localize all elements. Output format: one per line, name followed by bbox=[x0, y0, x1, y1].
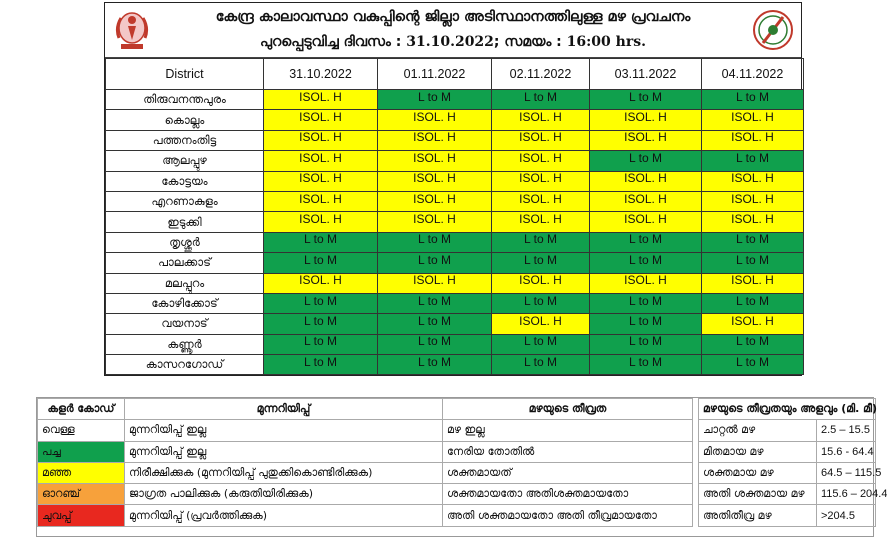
district-row bbox=[106, 212, 804, 232]
district-row bbox=[106, 171, 804, 191]
rain-range: 115.6 – 204.4 bbox=[817, 484, 876, 505]
forecast-value: ISOL. H bbox=[413, 110, 456, 125]
forecast-value: ISOL. H bbox=[731, 313, 774, 328]
forecast-cell bbox=[264, 232, 378, 252]
forecast-value: L to M bbox=[629, 150, 662, 165]
forecast-cell bbox=[378, 171, 492, 191]
forecast-value: L to M bbox=[418, 89, 451, 104]
district-row bbox=[106, 314, 804, 334]
forecast-value: L to M bbox=[524, 354, 557, 369]
color-code-header: കളർ കോഡ് bbox=[38, 399, 125, 420]
forecast-value: L to M bbox=[418, 252, 451, 267]
district-name: ഇടുക്കി bbox=[106, 212, 264, 232]
forecast-value: ISOL. H bbox=[413, 150, 456, 165]
intensity-text: ശക്തമായതോ അതിശക്തമായതോ bbox=[443, 484, 693, 505]
forecast-value: L to M bbox=[304, 252, 337, 267]
forecast-cell bbox=[492, 253, 590, 273]
forecast-cell bbox=[702, 273, 804, 293]
legend-row bbox=[38, 420, 876, 441]
forecast-value: ISOL. H bbox=[413, 273, 456, 288]
color-name-swatch: പച്ച bbox=[38, 441, 125, 462]
legend-row bbox=[38, 441, 876, 462]
district-row bbox=[106, 191, 804, 211]
forecast-value: ISOL. H bbox=[519, 130, 562, 145]
district-name: കോഴിക്കോട് bbox=[106, 293, 264, 313]
forecast-cell bbox=[492, 151, 590, 171]
forecast-value: L to M bbox=[524, 232, 557, 247]
forecast-value: L to M bbox=[736, 232, 769, 247]
forecast-cell bbox=[492, 334, 590, 354]
forecast-value: L to M bbox=[629, 293, 662, 308]
forecast-value: ISOL. H bbox=[299, 191, 342, 206]
district-row bbox=[106, 151, 804, 171]
forecast-value: ISOL. H bbox=[731, 130, 774, 145]
forecast-value: L to M bbox=[418, 313, 451, 328]
forecast-cell bbox=[264, 314, 378, 334]
forecast-value: ISOL. H bbox=[624, 273, 667, 288]
forecast-cell bbox=[590, 110, 702, 130]
legend-row bbox=[38, 462, 876, 483]
forecast-cell bbox=[590, 355, 702, 375]
forecast-value: ISOL. H bbox=[624, 130, 667, 145]
forecast-value: ISOL. H bbox=[299, 171, 342, 186]
forecast-value: ISOL. H bbox=[731, 191, 774, 206]
kerala-emblem-icon bbox=[111, 8, 153, 52]
forecast-cell bbox=[378, 355, 492, 375]
rain-category: അതി ശക്തമായ മഴ bbox=[699, 484, 817, 505]
forecast-value: L to M bbox=[736, 252, 769, 267]
date-column-header: 03.11.2022 bbox=[590, 59, 702, 90]
date-column-header: 31.10.2022 bbox=[264, 59, 378, 90]
forecast-value: ISOL. H bbox=[299, 212, 342, 227]
color-name-swatch: ഓറഞ്ച് bbox=[38, 484, 125, 505]
district-row bbox=[106, 253, 804, 273]
district-name: പത്തനംതിട്ട bbox=[106, 130, 264, 150]
forecast-cell bbox=[702, 110, 804, 130]
forecast-cell bbox=[264, 191, 378, 211]
forecast-value: L to M bbox=[524, 89, 557, 104]
forecast-value: ISOL. H bbox=[299, 130, 342, 145]
forecast-value: ISOL. H bbox=[299, 89, 342, 104]
issue-time-label: ; സമയം : bbox=[493, 34, 567, 50]
forecast-cell bbox=[378, 314, 492, 334]
district-name: കാസറഗോഡ് bbox=[106, 355, 264, 375]
forecast-cell bbox=[492, 355, 590, 375]
district-name: മലപ്പുറം bbox=[106, 273, 264, 293]
forecast-value: ISOL. H bbox=[519, 273, 562, 288]
forecast-cell bbox=[590, 212, 702, 232]
district-name: തിരുവനന്തപുരം bbox=[106, 90, 264, 110]
forecast-cell bbox=[702, 130, 804, 150]
forecast-cell bbox=[492, 314, 590, 334]
intensity-text: അതി ശക്തമായതോ അതി തീവ്രമായതോ bbox=[443, 505, 693, 526]
forecast-cell bbox=[264, 253, 378, 273]
forecast-value: ISOL. H bbox=[519, 313, 562, 328]
forecast-cell bbox=[378, 293, 492, 313]
rain-range: >204.5 bbox=[817, 505, 876, 526]
forecast-cell bbox=[378, 334, 492, 354]
forecast-cell bbox=[590, 273, 702, 293]
date-column-header: 01.11.2022 bbox=[378, 59, 492, 90]
forecast-cell bbox=[702, 212, 804, 232]
forecast-value: ISOL. H bbox=[731, 212, 774, 227]
district-row bbox=[106, 355, 804, 375]
warning-header: മുന്നറിയിപ്പ് bbox=[125, 399, 443, 420]
imd-logo-icon bbox=[751, 7, 795, 53]
color-name-swatch: മഞ്ഞ bbox=[38, 462, 125, 483]
forecast-cell bbox=[590, 130, 702, 150]
forecast-cell bbox=[590, 90, 702, 110]
intensity-text: മഴ ഇല്ല bbox=[443, 420, 693, 441]
forecast-cell bbox=[492, 191, 590, 211]
forecast-value: L to M bbox=[304, 354, 337, 369]
forecast-value: ISOL. H bbox=[624, 110, 667, 125]
district-name: എറണാകുളം bbox=[106, 191, 264, 211]
forecast-value: ISOL. H bbox=[413, 212, 456, 227]
district-name: തൃശ്ശൂർ bbox=[106, 232, 264, 252]
forecast-cell bbox=[590, 334, 702, 354]
forecast-panel bbox=[104, 2, 802, 376]
forecast-value: L to M bbox=[629, 89, 662, 104]
forecast-value: L to M bbox=[304, 293, 337, 308]
forecast-cell bbox=[378, 232, 492, 252]
forecast-cell bbox=[702, 253, 804, 273]
intensity-amount-header: മഴയുടെ തീവ്രതയും അളവും (മി. മീ) bbox=[699, 399, 876, 420]
forecast-cell bbox=[590, 253, 702, 273]
legend-table bbox=[37, 398, 887, 527]
forecast-cell bbox=[378, 130, 492, 150]
forecast-cell bbox=[702, 355, 804, 375]
forecast-cell bbox=[378, 90, 492, 110]
forecast-value: ISOL. H bbox=[731, 273, 774, 288]
warning-text: മുന്നറിയിപ്പ് (പ്രവർത്തിക്കുക) bbox=[125, 505, 443, 526]
forecast-header-row bbox=[106, 59, 804, 90]
forecast-value: ISOL. H bbox=[519, 150, 562, 165]
forecast-value: L to M bbox=[736, 89, 769, 104]
forecast-cell bbox=[492, 171, 590, 191]
date-column-header: 04.11.2022 bbox=[702, 59, 804, 90]
forecast-cell bbox=[492, 273, 590, 293]
district-name: വയനാട് bbox=[106, 314, 264, 334]
forecast-cell bbox=[264, 355, 378, 375]
forecast-cell bbox=[264, 293, 378, 313]
forecast-cell bbox=[492, 212, 590, 232]
forecast-value: L to M bbox=[524, 252, 557, 267]
forecast-value: ISOL. H bbox=[519, 171, 562, 186]
color-name-swatch: ചുവപ്പ് bbox=[38, 505, 125, 526]
forecast-rows bbox=[106, 90, 804, 375]
forecast-cell bbox=[264, 334, 378, 354]
issue-date-label: പുറപ്പെടുവിച്ച ദിവസം : bbox=[260, 34, 407, 50]
district-row bbox=[106, 110, 804, 130]
forecast-cell bbox=[590, 171, 702, 191]
forecast-cell bbox=[378, 273, 492, 293]
forecast-cell bbox=[264, 212, 378, 232]
legend-header-row bbox=[38, 399, 876, 420]
forecast-header bbox=[105, 3, 801, 58]
forecast-value: L to M bbox=[524, 293, 557, 308]
legend-row bbox=[38, 484, 876, 505]
forecast-value: ISOL. H bbox=[624, 171, 667, 186]
district-name: കോട്ടയം bbox=[106, 171, 264, 191]
color-name-swatch: വെള്ള bbox=[38, 420, 125, 441]
forecast-cell bbox=[264, 171, 378, 191]
forecast-value: ISOL. H bbox=[299, 150, 342, 165]
forecast-cell bbox=[264, 151, 378, 171]
forecast-cell bbox=[702, 90, 804, 110]
district-row bbox=[106, 90, 804, 110]
district-name: ആലപ്പുഴ bbox=[106, 151, 264, 171]
forecast-cell bbox=[492, 232, 590, 252]
forecast-value: L to M bbox=[629, 313, 662, 328]
forecast-value: ISOL. H bbox=[299, 110, 342, 125]
forecast-value: ISOL. H bbox=[624, 212, 667, 227]
forecast-value: ISOL. H bbox=[413, 130, 456, 145]
district-row bbox=[106, 273, 804, 293]
rain-category: മിതമായ മഴ bbox=[699, 441, 817, 462]
issue-date: 31.10.2022 bbox=[406, 34, 494, 50]
rain-category: അതിതീവ്ര മഴ bbox=[699, 505, 817, 526]
forecast-cell bbox=[492, 130, 590, 150]
forecast-value: L to M bbox=[629, 252, 662, 267]
forecast-value: ISOL. H bbox=[519, 212, 562, 227]
district-name: പാലക്കാട് bbox=[106, 253, 264, 273]
forecast-cell bbox=[264, 90, 378, 110]
forecast-value: L to M bbox=[304, 313, 337, 328]
forecast-value: L to M bbox=[736, 334, 769, 349]
forecast-value: ISOL. H bbox=[413, 191, 456, 206]
forecast-value: L to M bbox=[304, 334, 337, 349]
forecast-cell bbox=[702, 151, 804, 171]
district-name: കണ്ണൂർ bbox=[106, 334, 264, 354]
forecast-value: L to M bbox=[629, 334, 662, 349]
warning-text: ജാഗ്രത പാലിക്കുക (കരുതിയിരിക്കുക) bbox=[125, 484, 443, 505]
district-row bbox=[106, 334, 804, 354]
forecast-table bbox=[105, 58, 804, 375]
district-column-header: District bbox=[106, 59, 264, 90]
forecast-cell bbox=[264, 130, 378, 150]
forecast-value: L to M bbox=[736, 354, 769, 369]
forecast-cell bbox=[378, 253, 492, 273]
forecast-cell bbox=[702, 314, 804, 334]
forecast-cell bbox=[702, 293, 804, 313]
forecast-cell bbox=[590, 232, 702, 252]
forecast-value: ISOL. H bbox=[624, 191, 667, 206]
forecast-cell bbox=[492, 90, 590, 110]
district-row bbox=[106, 232, 804, 252]
forecast-value: L to M bbox=[418, 293, 451, 308]
forecast-value: ISOL. H bbox=[519, 110, 562, 125]
forecast-cell bbox=[702, 334, 804, 354]
district-name: കൊല്ലം bbox=[106, 110, 264, 130]
forecast-cell bbox=[378, 151, 492, 171]
forecast-value: L to M bbox=[418, 354, 451, 369]
district-row bbox=[106, 293, 804, 313]
forecast-value: ISOL. H bbox=[299, 273, 342, 288]
forecast-cell bbox=[378, 191, 492, 211]
forecast-cell bbox=[702, 232, 804, 252]
forecast-value: L to M bbox=[629, 232, 662, 247]
forecast-value: ISOL. H bbox=[519, 191, 562, 206]
forecast-value: ISOL. H bbox=[731, 110, 774, 125]
intensity-header: മഴയുടെ തീവ്രത bbox=[443, 399, 693, 420]
forecast-value: L to M bbox=[736, 293, 769, 308]
forecast-value: L to M bbox=[418, 232, 451, 247]
forecast-cell bbox=[492, 110, 590, 130]
legend-row bbox=[38, 505, 876, 526]
warning-text: മുന്നറിയിപ്പ് ഇല്ല bbox=[125, 420, 443, 441]
intensity-text: നേരിയ തോതിൽ bbox=[443, 441, 693, 462]
forecast-value: L to M bbox=[418, 334, 451, 349]
forecast-cell bbox=[492, 293, 590, 313]
forecast-cell bbox=[264, 110, 378, 130]
date-column-header: 02.11.2022 bbox=[492, 59, 590, 90]
forecast-cell bbox=[702, 191, 804, 211]
district-row bbox=[106, 130, 804, 150]
warning-text: മുന്നറിയിപ്പ് ഇല്ല bbox=[125, 441, 443, 462]
forecast-value: L to M bbox=[629, 354, 662, 369]
forecast-cell bbox=[378, 212, 492, 232]
forecast-value: L to M bbox=[304, 232, 337, 247]
warning-text: നിരീക്ഷിക്കുക (മുന്നറിയിപ്പ് പുതുക്കികൊണ്ടിരിക്കുക) bbox=[125, 462, 443, 483]
rain-category: ശക്തമായ മഴ bbox=[699, 462, 817, 483]
forecast-value: L to M bbox=[524, 334, 557, 349]
issue-line bbox=[161, 34, 745, 50]
forecast-value: ISOL. H bbox=[731, 171, 774, 186]
forecast-cell bbox=[590, 293, 702, 313]
forecast-value: ISOL. H bbox=[413, 171, 456, 186]
rain-range: 15.6 - 64.4 bbox=[817, 441, 876, 462]
forecast-title: കേന്ദ്ര കാലാവസ്ഥാ വകുപ്പിന്റെ ജില്ലാ അടിസ്ഥാനത്തിലുള്ള മഴ പ്രവചനം bbox=[215, 9, 691, 25]
forecast-cell bbox=[590, 151, 702, 171]
issue-time: 16:00 hrs. bbox=[566, 34, 646, 50]
rain-range: 2.5 – 15.5 bbox=[817, 420, 876, 441]
forecast-cell bbox=[378, 110, 492, 130]
legend-rows bbox=[38, 420, 887, 526]
forecast-cell bbox=[702, 171, 804, 191]
forecast-cell bbox=[264, 273, 378, 293]
forecast-cell bbox=[590, 191, 702, 211]
rain-category: ചാറ്റൽ മഴ bbox=[699, 420, 817, 441]
forecast-value: L to M bbox=[736, 150, 769, 165]
rain-range: 64.5 – 115.5 bbox=[817, 462, 876, 483]
intensity-text: ശക്തമായത് bbox=[443, 462, 693, 483]
forecast-cell bbox=[590, 314, 702, 334]
color-code-legend bbox=[36, 397, 887, 537]
